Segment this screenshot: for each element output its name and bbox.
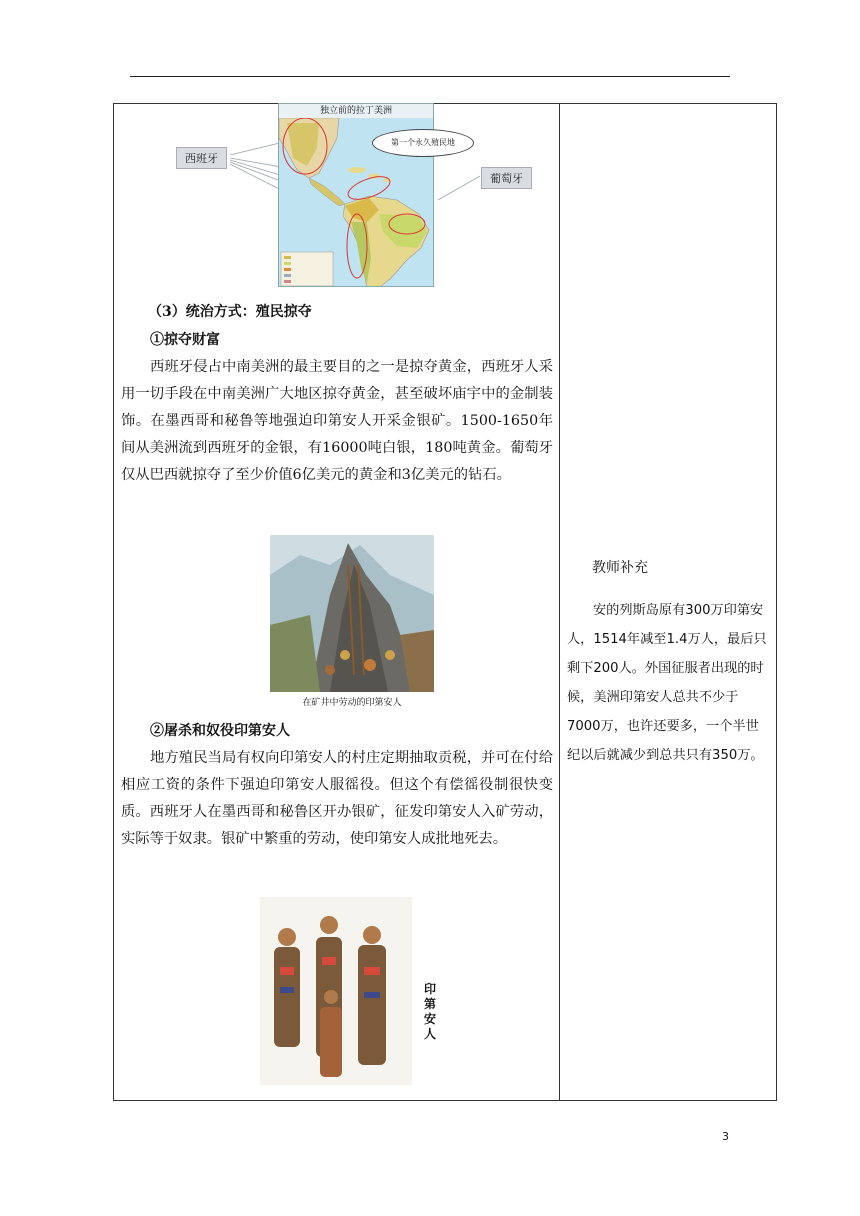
subheading-massacre: ②屠杀和奴役印第安人 — [150, 723, 290, 739]
mine-labor-image — [270, 535, 434, 692]
section-heading: （3）统治方式：殖民掠夺 — [148, 304, 312, 320]
page-number: 3 — [722, 1130, 729, 1143]
first-colony-cloud: 第一个永久殖民地 — [372, 129, 474, 157]
map-title: 独立前的拉丁美洲 — [279, 104, 433, 118]
teacher-supplement-paragraph: 安的列斯岛原有300万印第安人，1514年减至1.4万人，最后只剩下200人。外国征服者出现的时候，美洲印第安人总共不少于7000万，也许还要多，一个半世纪以后就减少到总共只有350万。 — [567, 603, 767, 763]
paragraph-massacre: 地方殖民当局有权向印第安人的村庄定期抽取贡税，并可在付给相应工资的条件下强迫印第安人服徭役。但这个有偿徭役制很快变质。西班牙人在墨西哥和秘鲁区开办银矿，征发印第安人入矿劳动，实际等于奴隶。银矿中繁重的劳动，使印第安人成批地死去。 — [121, 750, 553, 847]
spain-callout: 西班牙 — [176, 147, 227, 169]
teacher-supplement-title: 教师补充 — [592, 560, 648, 576]
subheading-plunder-wealth: ①掠夺财富 — [150, 332, 220, 348]
mine-labor-caption: 在矿井中劳动的印第安人 — [302, 698, 402, 708]
mine-illustration — [270, 535, 434, 692]
paragraph-plunder-wealth: 西班牙侵占中南美洲的最主要目的之一是掠夺黄金，西班牙人采用一切手段在中南美洲广大地区掠夺黄金，甚至破坏庙宇中的金制装饰。在墨西哥和秘鲁等地强迫印第安人开采金银矿。1500-1650年间从美洲流到西班牙的金银，有16000吨白银，180吨黄金。葡萄牙仅从巴西就掠夺了至少价值6亿美元的黄金和3亿美元的钻石。 — [121, 359, 553, 483]
native-americans-illustration — [260, 897, 412, 1085]
portugal-callout: 葡萄牙 — [481, 167, 532, 189]
native-americans-image — [260, 897, 412, 1085]
native-americans-label: 印第安人 — [424, 982, 437, 1041]
